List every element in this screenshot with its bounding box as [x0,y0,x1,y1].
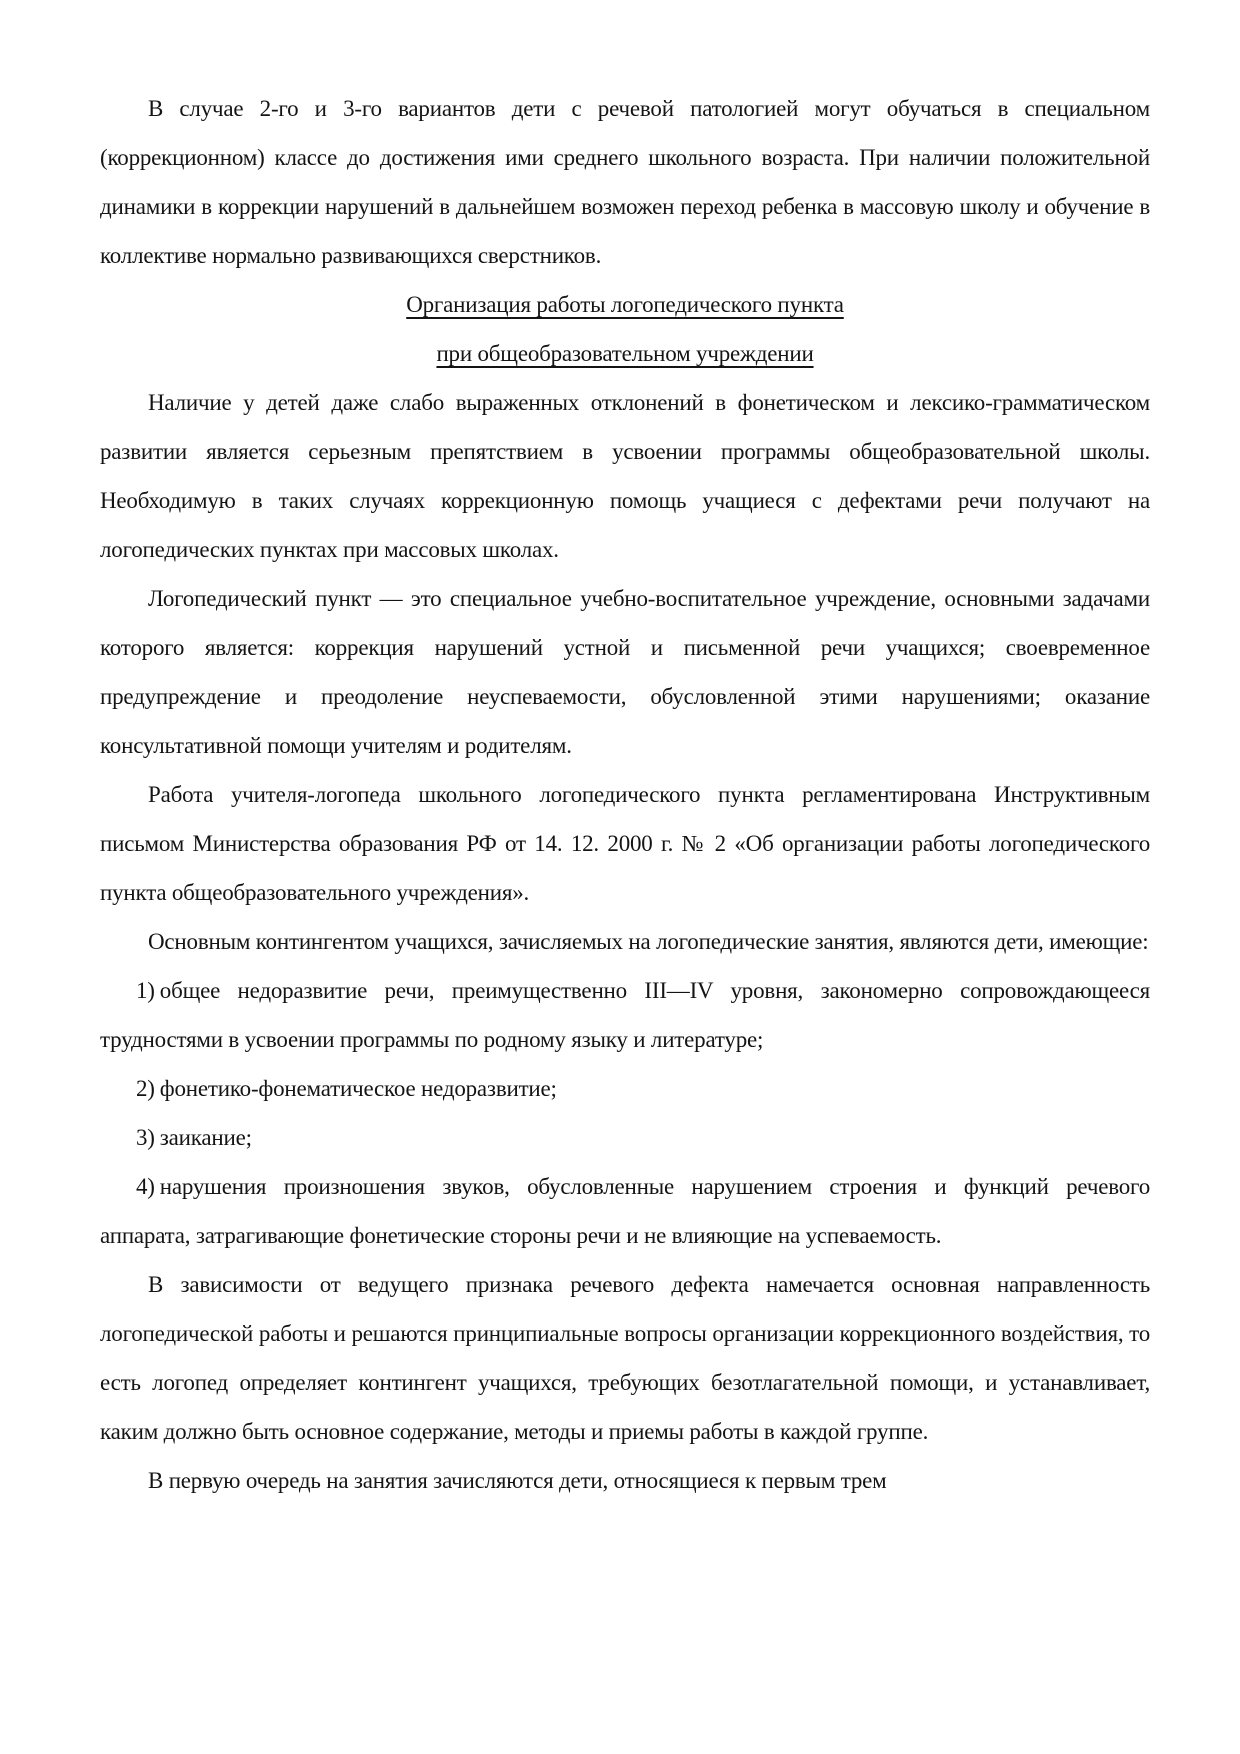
list-item-4-number: 4) [136,1174,155,1199]
list-item-2-number: 2) [136,1076,155,1101]
paragraph-intro-variants: В случае 2-го и 3-го вариантов дети с речевой патологией могут обучаться в специальном (коррекционном) классе до достижения ими среднего школьного возраста. При наличии положительной динамики в коррекции нарушений в дальнейшем возможен переход ребенка в массовую школу и обучение в коллективе нормально развивающихся сверстников. [100,96,1150,268]
paragraph-instructive-letter: Работа учителя-логопеда школьного логопедического пункта регламентирована Инструктивным письмом Министерства образования РФ от 14. 12. 2000 г. № 2 «Об организации работы логопедического пункта общеобразовательного учреждения». [100,782,1150,905]
section-heading [100,280,1150,378]
list-item-3-text: заикание; [159,1125,252,1150]
list-item-4 [100,1162,1150,1260]
paragraph-contingent-intro: Основным контингентом учащихся, зачисляемых на логопедические занятия, являются дети, имеющие: [148,929,1149,954]
paragraph-logopunkt-definition: Логопедический пункт — это специальное учебно-воспитательное учреждение, основными задачами которого является: коррекция нарушений устной и письменной речи учащихся; своевременное предупреждение и преодоление неуспеваемости, обусловленной этими нарушениями; оказание консультативной помощи учителям и родителям. [100,586,1150,758]
paragraph-first-priority: В первую очередь на занятия зачисляются дети, относящиеся к первым трем [148,1468,887,1493]
list-item-4-text: нарушения произношения звуков, обусловленные нарушением строения и функций речевого аппарата, затрагивающие фонетические стороны речи и не влияющие на успеваемость. [100,1174,1150,1248]
paragraph-deviations: Наличие у детей даже слабо выраженных отклонений в фонетическом и лексико-грамматическом развитии является серьезным препятствием в усвоении программы общеобразовательной школы. Необходимую в таких случаях коррекционную помощь учащиеся с дефектами речи получают на логопедических пунктах при массовых школах. [100,390,1150,562]
list-item-3-number: 3) [136,1125,155,1150]
list-item-1-text: общее недоразвитие речи, преимущественно III—IV уровня, закономерно сопровождающееся трудностями в усвоении программы по родному языку и литературе; [100,978,1150,1052]
list-item-2-text: фонетико-фонематическое недоразвитие; [159,1076,557,1101]
list-item-3 [100,1113,1150,1162]
list-item-1 [100,966,1150,1064]
paragraph-defect-direction: В зависимости от ведущего признака речевого дефекта намечается основная направленность логопедической работы и решаются принципиальные вопросы организации коррекционного воздействия, то есть логопед определяет контингент учащихся, требующих безотлагательной помощи, и устанавливает, каким должно быть основное содержание, методы и приемы работы в каждой группе. [100,1272,1150,1444]
list-item-1-number: 1) [136,978,155,1003]
section-heading-line-2: при общеобразовательном учреждении [436,341,814,366]
section-heading-line-1: Организация работы логопедического пункта [406,292,844,317]
list-item-2 [100,1064,1150,1113]
